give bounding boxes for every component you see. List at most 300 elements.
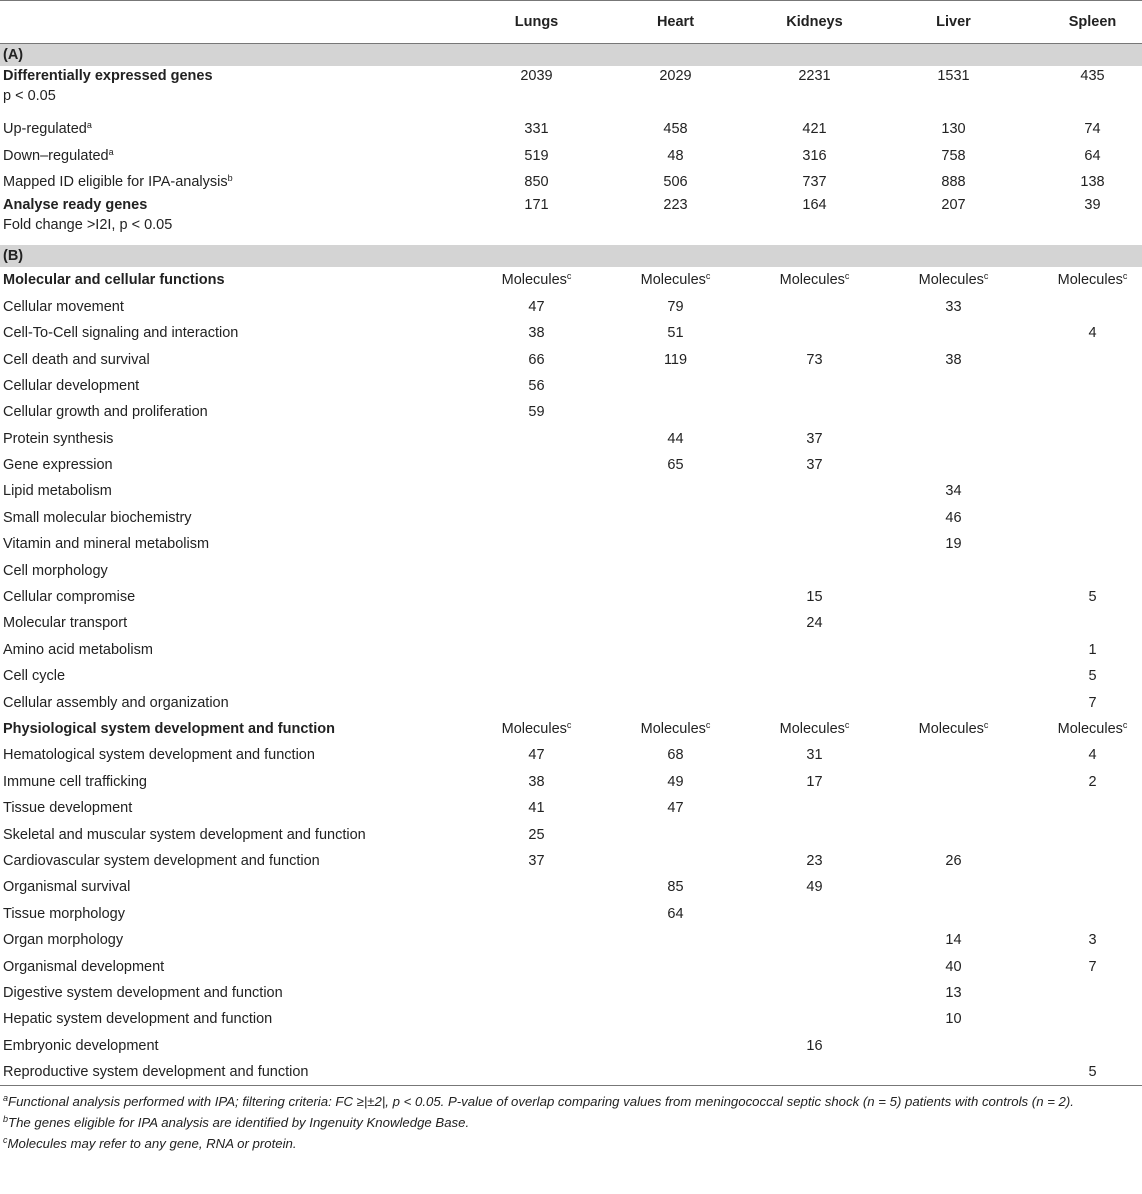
- molecules-label: Molecules: [501, 721, 567, 737]
- table-cell: [884, 610, 1023, 636]
- table-cell: [467, 531, 606, 557]
- table-cell: [745, 478, 884, 504]
- table-cell: [1023, 478, 1142, 504]
- table-row: [0, 610, 1142, 636]
- header-cell-empty: [0, 1, 467, 44]
- row-label: [0, 320, 467, 346]
- header-heart: Heart: [606, 1, 745, 44]
- table-cell: [884, 452, 1023, 478]
- table-row: [0, 346, 1142, 372]
- table-cell: 207: [941, 197, 966, 214]
- group-title: Physiological system development and function: [3, 721, 335, 737]
- table-cell: 850: [524, 173, 549, 190]
- row-label-text: Up-regulated: [3, 121, 87, 138]
- table-header-row: [0, 1, 1142, 44]
- table-cell: [606, 1006, 745, 1032]
- row-label: [0, 689, 467, 715]
- table-cell: [884, 742, 1023, 768]
- table-cell: [467, 927, 606, 953]
- table-cell: [1023, 452, 1142, 478]
- table-cell: [606, 505, 745, 531]
- row-label-text: Cell cycle: [3, 668, 66, 685]
- header-liver: Liver: [884, 1, 1023, 44]
- footnote-marker: c: [844, 271, 850, 282]
- row-label-text: Cell-To-Cell signaling and interaction: [3, 325, 239, 342]
- table-cell: [1023, 980, 1142, 1006]
- row-label: [0, 505, 467, 531]
- table-cell: 46: [945, 509, 962, 526]
- row-label: [0, 795, 467, 821]
- table-row: [0, 426, 1142, 452]
- table-row: [0, 795, 1142, 821]
- table-cell: 47: [667, 800, 684, 817]
- table-cell: [467, 1006, 606, 1032]
- table-row: [0, 399, 1142, 425]
- table-row: [0, 980, 1142, 1006]
- table-cell: [467, 557, 606, 583]
- table-cell: 119: [663, 351, 688, 368]
- table-cell: [884, 874, 1023, 900]
- row-label: [0, 1059, 467, 1086]
- row-label-text: Cardiovascular system development and function: [3, 852, 320, 869]
- section-b-row: [0, 245, 1142, 267]
- row-label-text: Organismal survival: [3, 879, 131, 896]
- molecules-header: [1023, 716, 1142, 742]
- table-cell: [884, 373, 1023, 399]
- table-cell: 16: [806, 1037, 823, 1054]
- footnote-marker: c: [705, 720, 711, 730]
- table-cell: [745, 1006, 884, 1032]
- table-cell: 138: [1080, 173, 1105, 190]
- table-cell: 49: [667, 773, 684, 790]
- molecules-header: [745, 716, 884, 742]
- row-label-text: Protein synthesis: [3, 430, 114, 447]
- table-cell: [884, 584, 1023, 610]
- table-cell: 458: [663, 121, 688, 138]
- row-label-text: Small molecular biochemistry: [3, 509, 192, 526]
- table-cell: [606, 478, 745, 504]
- table-cell: [467, 610, 606, 636]
- table-cell: 38: [528, 773, 545, 790]
- table-cell: 48: [667, 147, 684, 164]
- table-cell: 3: [1088, 932, 1097, 949]
- table-row: [0, 557, 1142, 583]
- row-label-text: Reproductive system development and function: [3, 1064, 309, 1081]
- table-row: [0, 142, 1142, 168]
- row-label: [0, 769, 467, 795]
- table-cell: [467, 637, 606, 663]
- table-cell: [467, 980, 606, 1006]
- molecules-label: Molecules: [779, 721, 845, 737]
- table-cell: 68: [667, 747, 684, 764]
- table-cell: [884, 637, 1023, 663]
- table-cell: 331: [524, 121, 549, 138]
- table-cell: 38: [945, 351, 962, 368]
- table-cell: [745, 557, 884, 583]
- table-body: [0, 44, 1142, 1086]
- table-row: [0, 531, 1142, 557]
- table-cell: 171: [524, 197, 549, 214]
- molecules-label: Molecules: [501, 272, 567, 289]
- table-row: [0, 742, 1142, 768]
- table-cell: [1023, 426, 1142, 452]
- table-cell: [745, 531, 884, 557]
- table-row: [0, 769, 1142, 795]
- table-cell: [467, 1033, 606, 1059]
- molecules-header: [606, 267, 745, 293]
- header-spleen: Spleen: [1023, 1, 1142, 44]
- row-label-text: Vitamin and mineral metabolism: [3, 536, 210, 553]
- row-label-text: Mapped ID eligible for IPA-analysis: [3, 173, 228, 190]
- row-label-text: Amino acid metabolism: [3, 641, 153, 658]
- table-cell: [1023, 399, 1142, 425]
- molecules-label: Molecules: [640, 272, 706, 289]
- table-cell: [1023, 795, 1142, 821]
- table-cell: 10: [945, 1011, 962, 1028]
- table-cell: 5: [1088, 589, 1097, 606]
- table-cell: [606, 373, 745, 399]
- table-cell: [606, 557, 745, 583]
- row-label: [0, 66, 467, 116]
- footnote: [3, 1113, 1139, 1132]
- table-row: [0, 874, 1142, 900]
- row-label: [0, 294, 467, 320]
- table-row: [0, 1059, 1142, 1086]
- table-cell: [745, 399, 884, 425]
- table-cell: 4: [1088, 325, 1097, 342]
- row-label-text: Tissue development: [3, 800, 133, 817]
- table-cell: 79: [667, 298, 684, 315]
- table-cell: 49: [806, 879, 823, 896]
- table-cell: 7: [1088, 694, 1097, 711]
- table-cell: [467, 663, 606, 689]
- table-cell: 2029: [659, 68, 692, 84]
- table-row: [0, 478, 1142, 504]
- row-label-text: Hematological system development and function: [3, 747, 315, 764]
- table-cell: 23: [806, 852, 823, 869]
- row-label: [0, 478, 467, 504]
- group-title: Molecular and cellular functions: [3, 272, 225, 289]
- table-cell: 7: [1088, 958, 1097, 975]
- group-header-row: [0, 716, 1142, 742]
- table-cell: 14: [945, 932, 962, 949]
- table-cell: [884, 901, 1023, 927]
- table-cell: [745, 980, 884, 1006]
- row-label-text: Molecular transport: [3, 615, 128, 632]
- table-cell: 223: [663, 197, 688, 214]
- footnote-text: Molecules may refer to any gene, RNA or protein.: [7, 1136, 297, 1152]
- section-a-label: (A): [0, 44, 1142, 67]
- table-cell: [467, 452, 606, 478]
- table-cell: 37: [806, 457, 823, 474]
- row-label: [0, 452, 467, 478]
- molecules-header: [884, 267, 1023, 293]
- footnote-text: Functional analysis performed with IPA; filtering criteria: FC ≥|±2|, p < 0.05. P-value of overlap comparing values from meningococcal septic shock (n = 5) patients with controls (n = 2).: [8, 1094, 1074, 1110]
- footnote-marker: a: [3, 1093, 9, 1104]
- table-cell: 316: [802, 147, 827, 164]
- footnote-marker: c: [705, 271, 711, 282]
- row-label-text: Cellular growth and proliferation: [3, 404, 208, 421]
- table-row: [0, 901, 1142, 927]
- table-cell: [606, 953, 745, 979]
- table-cell: [1023, 874, 1142, 900]
- table-cell: [745, 689, 884, 715]
- row-label: [0, 742, 467, 768]
- row-label-text: Cellular development: [3, 377, 140, 394]
- table-row: [0, 584, 1142, 610]
- row-label-text: Cellular assembly and organization: [3, 694, 229, 711]
- table-row: [0, 1006, 1142, 1032]
- table-cell: 47: [528, 747, 545, 764]
- ready-title: Analyse ready genes: [3, 197, 148, 214]
- table-cell: 5: [1088, 668, 1097, 685]
- table-cell: [745, 294, 884, 320]
- row-label: [0, 169, 467, 195]
- row-label: [0, 557, 467, 583]
- row-label-text: Cell death and survival: [3, 351, 150, 368]
- table-row: [0, 116, 1142, 142]
- table-cell: 25: [528, 826, 545, 843]
- table-cell: 39: [1084, 197, 1101, 214]
- table-row: [0, 953, 1142, 979]
- table-cell: 56: [528, 377, 545, 394]
- table-cell: [884, 795, 1023, 821]
- table-cell: [606, 637, 745, 663]
- table-cell: 73: [806, 351, 823, 368]
- table-cell: 130: [941, 121, 966, 138]
- table-cell: [745, 795, 884, 821]
- table-cell: [606, 584, 745, 610]
- row-label: [0, 821, 467, 847]
- table-cell: 40: [945, 958, 962, 975]
- row-label: [0, 346, 467, 372]
- table-cell: [1023, 901, 1142, 927]
- table-cell: [745, 927, 884, 953]
- footnotes: [0, 1086, 1142, 1153]
- row-label-text: Lipid metabolism: [3, 483, 112, 500]
- table-cell: [884, 1059, 1023, 1086]
- table-cell: [606, 1059, 745, 1086]
- row-label-text: Skeletal and muscular system development and function: [3, 826, 366, 843]
- table-row: [0, 821, 1142, 847]
- table-row: [0, 373, 1142, 399]
- table-cell: [745, 637, 884, 663]
- footnote-marker: c: [983, 720, 989, 730]
- table-row: [0, 927, 1142, 953]
- table-cell: 64: [1084, 147, 1101, 164]
- footnote-marker: c: [983, 271, 989, 282]
- table-cell: 1531: [937, 68, 970, 84]
- table-cell: [1023, 848, 1142, 874]
- table-cell: [606, 927, 745, 953]
- table-row: [0, 689, 1142, 715]
- footnote: [3, 1134, 1139, 1153]
- row-label: [0, 142, 467, 168]
- footnote: [3, 1092, 1139, 1111]
- table-cell: [467, 874, 606, 900]
- row-label: [0, 531, 467, 557]
- table-cell: 59: [528, 404, 545, 421]
- row-label-text: Down–regulated: [3, 147, 109, 164]
- table-cell: 435: [1080, 68, 1105, 84]
- table-cell: [1023, 373, 1142, 399]
- table-cell: 888: [941, 173, 966, 190]
- row-label-text: Gene expression: [3, 457, 113, 474]
- row-label: [0, 927, 467, 953]
- table-cell: 64: [667, 905, 684, 922]
- table-cell: [745, 373, 884, 399]
- table-cell: [745, 320, 884, 346]
- table-row: [0, 320, 1142, 346]
- row-label: [0, 901, 467, 927]
- row-label-text: Digestive system development and function: [3, 984, 283, 1001]
- table-cell: [884, 1033, 1023, 1059]
- table-row: [0, 452, 1142, 478]
- table-cell: [745, 901, 884, 927]
- row-label-text: Cellular compromise: [3, 589, 136, 606]
- table-cell: [884, 320, 1023, 346]
- table-cell: 2039: [520, 68, 553, 84]
- table-cell: 1: [1088, 641, 1097, 658]
- row-label: [0, 399, 467, 425]
- table-cell: [1023, 557, 1142, 583]
- table-cell: [467, 901, 606, 927]
- table-cell: 33: [945, 298, 962, 315]
- row-label: [0, 663, 467, 689]
- footnote-text: The genes eligible for IPA analysis are identified by Ingenuity Knowledge Base.: [8, 1115, 470, 1131]
- footnote-marker: c: [844, 720, 850, 730]
- table-row: [0, 663, 1142, 689]
- table-cell: [884, 689, 1023, 715]
- header-lungs: Lungs: [467, 1, 606, 44]
- header-kidneys: Kidneys: [745, 1, 884, 44]
- table-row: [0, 195, 1142, 245]
- row-label: [0, 1006, 467, 1032]
- row-label: [0, 1033, 467, 1059]
- table-cell: [884, 663, 1023, 689]
- table-cell: 24: [806, 615, 823, 632]
- table-row: [0, 169, 1142, 195]
- table-cell: [1023, 294, 1142, 320]
- table-cell: [745, 663, 884, 689]
- row-label: [0, 116, 467, 142]
- table-cell: [1023, 1006, 1142, 1032]
- table-cell: [606, 399, 745, 425]
- table-cell: [467, 584, 606, 610]
- table-cell: [884, 821, 1023, 847]
- footnote-marker: a: [86, 120, 92, 131]
- table-row: [0, 294, 1142, 320]
- molecules-header: [745, 267, 884, 293]
- row-label-text: Immune cell trafficking: [3, 773, 147, 790]
- table-cell: [1023, 346, 1142, 372]
- molecules-header: [606, 716, 745, 742]
- table-cell: [745, 505, 884, 531]
- row-label-text: Hepatic system development and function: [3, 1011, 273, 1028]
- row-label: [0, 610, 467, 636]
- row-label-text: Organismal development: [3, 958, 165, 975]
- footnote-marker: c: [1122, 720, 1128, 730]
- table-cell: 34: [945, 483, 962, 500]
- table-cell: [467, 689, 606, 715]
- section-b-label: (B): [0, 245, 1142, 267]
- table-cell: 38: [528, 325, 545, 342]
- footnote-marker: a: [108, 146, 114, 157]
- row-label: [0, 980, 467, 1006]
- table-cell: 26: [945, 852, 962, 869]
- row-label-text: Organ morphology: [3, 932, 124, 949]
- table-cell: 519: [524, 147, 549, 164]
- molecules-label: Molecules: [640, 721, 706, 737]
- table-cell: [606, 610, 745, 636]
- footnote-marker: b: [3, 1114, 9, 1125]
- table-cell: [606, 848, 745, 874]
- table-row: [0, 637, 1142, 663]
- group-header-row: [0, 267, 1142, 293]
- table-cell: 37: [806, 430, 823, 447]
- table-cell: 5: [1023, 1059, 1142, 1086]
- molecules-label: Molecules: [918, 721, 984, 737]
- table-cell: [1023, 821, 1142, 847]
- table-cell: 506: [663, 173, 688, 190]
- molecules-label: Molecules: [1057, 721, 1123, 737]
- table-cell: [884, 769, 1023, 795]
- table-row: [0, 66, 1142, 116]
- table-cell: [467, 426, 606, 452]
- molecules-label: Molecules: [1057, 272, 1123, 289]
- table-cell: 13: [945, 984, 962, 1001]
- table-cell: 65: [667, 457, 684, 474]
- deg-sub: p < 0.05: [3, 88, 56, 104]
- table-cell: 758: [941, 147, 966, 164]
- table-cell: 74: [1084, 121, 1101, 138]
- table-cell: 164: [802, 197, 827, 214]
- row-label-text: Embryonic development: [3, 1037, 159, 1054]
- table-cell: [606, 1033, 745, 1059]
- table-cell: [1023, 610, 1142, 636]
- table-cell: [745, 953, 884, 979]
- table-cell: 4: [1088, 747, 1097, 764]
- table-cell: 47: [528, 298, 545, 315]
- molecules-header: [467, 716, 606, 742]
- table-cell: 66: [528, 351, 545, 368]
- footnote-marker: c: [1122, 271, 1128, 282]
- molecules-header: [467, 267, 606, 293]
- table-cell: 85: [667, 879, 684, 896]
- row-label-text: Cellular movement: [3, 298, 124, 315]
- table-cell: [467, 478, 606, 504]
- row-label: [0, 195, 467, 245]
- table-cell: [606, 821, 745, 847]
- table-row: [0, 1033, 1142, 1059]
- table-cell: [467, 505, 606, 531]
- footnote-marker: c: [3, 1135, 8, 1146]
- table-cell: [884, 557, 1023, 583]
- table-cell: [745, 821, 884, 847]
- table-cell: [1023, 531, 1142, 557]
- molecules-label: Molecules: [779, 272, 845, 289]
- table-cell: 37: [528, 852, 545, 869]
- table-cell: [884, 426, 1023, 452]
- footnote-marker: c: [566, 271, 572, 282]
- row-label: [0, 373, 467, 399]
- table-cell: 737: [802, 173, 827, 190]
- table-cell: [467, 1059, 606, 1086]
- table-cell: 421: [802, 121, 827, 138]
- row-label: [0, 953, 467, 979]
- table-cell: 41: [528, 800, 545, 817]
- table-cell: [606, 531, 745, 557]
